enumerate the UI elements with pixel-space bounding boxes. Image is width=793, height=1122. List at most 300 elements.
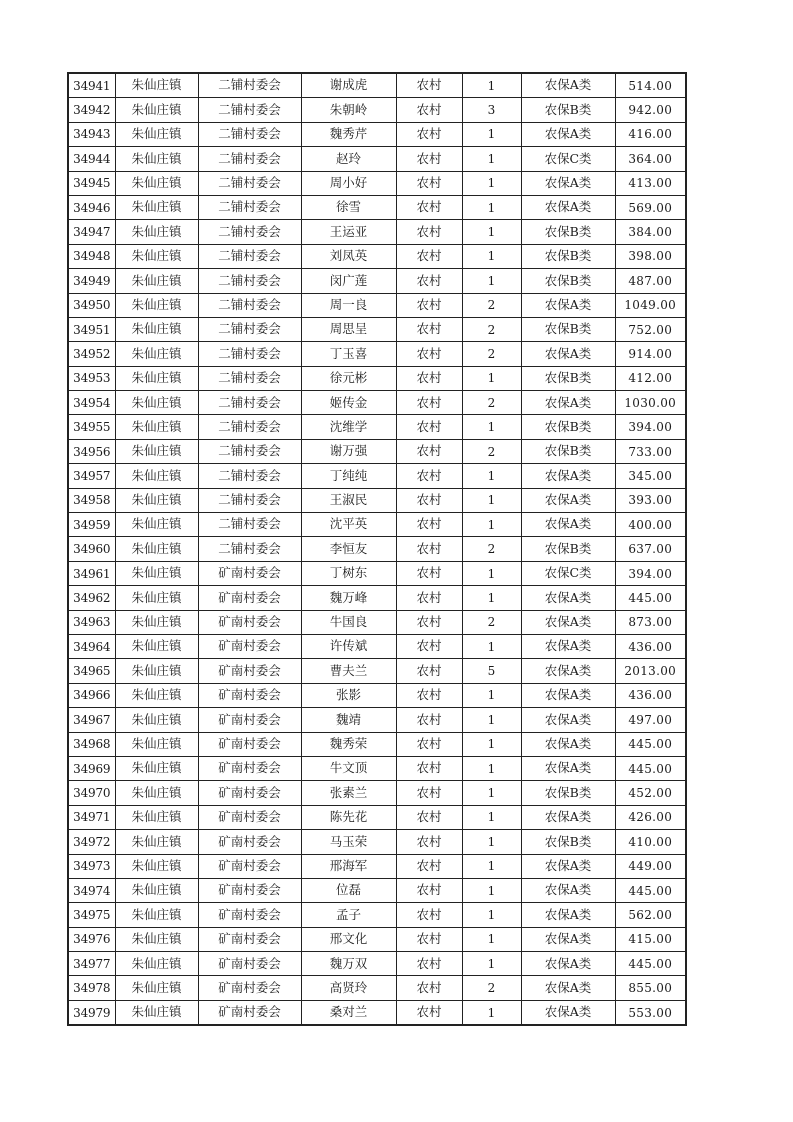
table-row xyxy=(68,732,686,756)
insurance-category-cell: 农保B类 xyxy=(521,317,615,341)
amount-cell: 445.00 xyxy=(615,952,686,976)
row-id-cell: 34951 xyxy=(68,317,115,341)
town-cell: 朱仙庄镇 xyxy=(115,147,198,171)
village-cell: 二铺村委会 xyxy=(198,195,301,219)
roster-table xyxy=(67,72,687,1026)
town-cell: 朱仙庄镇 xyxy=(115,586,198,610)
row-id-cell: 34966 xyxy=(68,683,115,707)
town-cell: 朱仙庄镇 xyxy=(115,293,198,317)
town-cell: 朱仙庄镇 xyxy=(115,73,198,98)
member-count-cell: 1 xyxy=(462,952,521,976)
name-cell: 周一良 xyxy=(301,293,396,317)
insurance-category-cell: 农保C类 xyxy=(521,147,615,171)
name-cell: 周小好 xyxy=(301,171,396,195)
name-cell: 魏秀荣 xyxy=(301,732,396,756)
member-count-cell: 1 xyxy=(462,903,521,927)
member-count-cell: 2 xyxy=(462,293,521,317)
town-cell: 朱仙庄镇 xyxy=(115,220,198,244)
row-id-cell: 34945 xyxy=(68,171,115,195)
insurance-category-cell: 农保A类 xyxy=(521,195,615,219)
row-id-cell: 34970 xyxy=(68,781,115,805)
household-type-cell: 农村 xyxy=(396,854,462,878)
name-cell: 邢文化 xyxy=(301,927,396,951)
table-row xyxy=(68,708,686,732)
insurance-category-cell: 农保A类 xyxy=(521,756,615,780)
table-row xyxy=(68,683,686,707)
village-cell: 二铺村委会 xyxy=(198,244,301,268)
village-cell: 矿南村委会 xyxy=(198,659,301,683)
town-cell: 朱仙庄镇 xyxy=(115,683,198,707)
member-count-cell: 1 xyxy=(462,854,521,878)
amount-cell: 364.00 xyxy=(615,147,686,171)
village-cell: 二铺村委会 xyxy=(198,122,301,146)
member-count-cell: 1 xyxy=(462,415,521,439)
household-type-cell: 农村 xyxy=(396,391,462,415)
member-count-cell: 1 xyxy=(462,147,521,171)
household-type-cell: 农村 xyxy=(396,220,462,244)
household-type-cell: 农村 xyxy=(396,98,462,122)
household-type-cell: 农村 xyxy=(396,293,462,317)
row-id-cell: 34973 xyxy=(68,854,115,878)
household-type-cell: 农村 xyxy=(396,659,462,683)
member-count-cell: 1 xyxy=(462,464,521,488)
table-row xyxy=(68,415,686,439)
insurance-category-cell: 农保A类 xyxy=(521,903,615,927)
town-cell: 朱仙庄镇 xyxy=(115,903,198,927)
row-id-cell: 34967 xyxy=(68,708,115,732)
village-cell: 二铺村委会 xyxy=(198,464,301,488)
name-cell: 牛国良 xyxy=(301,610,396,634)
insurance-category-cell: 农保B类 xyxy=(521,781,615,805)
insurance-category-cell: 农保A类 xyxy=(521,854,615,878)
name-cell: 谢成虎 xyxy=(301,73,396,98)
member-count-cell: 1 xyxy=(462,708,521,732)
household-type-cell: 农村 xyxy=(396,586,462,610)
village-cell: 二铺村委会 xyxy=(198,269,301,293)
member-count-cell: 1 xyxy=(462,122,521,146)
table-row xyxy=(68,903,686,927)
town-cell: 朱仙庄镇 xyxy=(115,830,198,854)
town-cell: 朱仙庄镇 xyxy=(115,610,198,634)
insurance-category-cell: 农保A类 xyxy=(521,464,615,488)
name-cell: 魏靖 xyxy=(301,708,396,732)
town-cell: 朱仙庄镇 xyxy=(115,171,198,195)
amount-cell: 394.00 xyxy=(615,561,686,585)
member-count-cell: 1 xyxy=(462,269,521,293)
town-cell: 朱仙庄镇 xyxy=(115,634,198,658)
household-type-cell: 农村 xyxy=(396,756,462,780)
town-cell: 朱仙庄镇 xyxy=(115,537,198,561)
table-row xyxy=(68,1000,686,1025)
table-row xyxy=(68,147,686,171)
insurance-category-cell: 农保A类 xyxy=(521,683,615,707)
amount-cell: 436.00 xyxy=(615,683,686,707)
town-cell: 朱仙庄镇 xyxy=(115,366,198,390)
household-type-cell: 农村 xyxy=(396,464,462,488)
amount-cell: 752.00 xyxy=(615,317,686,341)
household-type-cell: 农村 xyxy=(396,561,462,585)
insurance-category-cell: 农保A类 xyxy=(521,73,615,98)
town-cell: 朱仙庄镇 xyxy=(115,854,198,878)
name-cell: 张素兰 xyxy=(301,781,396,805)
town-cell: 朱仙庄镇 xyxy=(115,1000,198,1025)
town-cell: 朱仙庄镇 xyxy=(115,317,198,341)
amount-cell: 394.00 xyxy=(615,415,686,439)
row-id-cell: 34948 xyxy=(68,244,115,268)
row-id-cell: 34964 xyxy=(68,634,115,658)
member-count-cell: 1 xyxy=(462,805,521,829)
table-row xyxy=(68,805,686,829)
town-cell: 朱仙庄镇 xyxy=(115,342,198,366)
town-cell: 朱仙庄镇 xyxy=(115,878,198,902)
village-cell: 矿南村委会 xyxy=(198,952,301,976)
member-count-cell: 2 xyxy=(462,537,521,561)
insurance-category-cell: 农保A类 xyxy=(521,391,615,415)
amount-cell: 569.00 xyxy=(615,195,686,219)
village-cell: 二铺村委会 xyxy=(198,220,301,244)
member-count-cell: 1 xyxy=(462,488,521,512)
row-id-cell: 34965 xyxy=(68,659,115,683)
member-count-cell: 5 xyxy=(462,659,521,683)
household-type-cell: 农村 xyxy=(396,634,462,658)
insurance-category-cell: 农保A类 xyxy=(521,634,615,658)
amount-cell: 445.00 xyxy=(615,878,686,902)
household-type-cell: 农村 xyxy=(396,610,462,634)
village-cell: 矿南村委会 xyxy=(198,854,301,878)
household-type-cell: 农村 xyxy=(396,513,462,537)
row-id-cell: 34977 xyxy=(68,952,115,976)
insurance-category-cell: 农保A类 xyxy=(521,610,615,634)
member-count-cell: 1 xyxy=(462,73,521,98)
name-cell: 徐元彬 xyxy=(301,366,396,390)
village-cell: 二铺村委会 xyxy=(198,98,301,122)
insurance-category-cell: 农保A类 xyxy=(521,878,615,902)
village-cell: 矿南村委会 xyxy=(198,805,301,829)
insurance-category-cell: 农保A类 xyxy=(521,122,615,146)
table-row xyxy=(68,293,686,317)
member-count-cell: 1 xyxy=(462,220,521,244)
insurance-category-cell: 农保A类 xyxy=(521,708,615,732)
household-type-cell: 农村 xyxy=(396,805,462,829)
amount-cell: 942.00 xyxy=(615,98,686,122)
row-id-cell: 34941 xyxy=(68,73,115,98)
member-count-cell: 2 xyxy=(462,610,521,634)
member-count-cell: 1 xyxy=(462,732,521,756)
town-cell: 朱仙庄镇 xyxy=(115,195,198,219)
amount-cell: 416.00 xyxy=(615,122,686,146)
village-cell: 二铺村委会 xyxy=(198,415,301,439)
name-cell: 沈维学 xyxy=(301,415,396,439)
row-id-cell: 34975 xyxy=(68,903,115,927)
row-id-cell: 34952 xyxy=(68,342,115,366)
table-row xyxy=(68,342,686,366)
table-row xyxy=(68,854,686,878)
town-cell: 朱仙庄镇 xyxy=(115,732,198,756)
member-count-cell: 2 xyxy=(462,317,521,341)
name-cell: 朱朝岭 xyxy=(301,98,396,122)
household-type-cell: 农村 xyxy=(396,537,462,561)
amount-cell: 553.00 xyxy=(615,1000,686,1025)
town-cell: 朱仙庄镇 xyxy=(115,708,198,732)
name-cell: 丁玉喜 xyxy=(301,342,396,366)
name-cell: 王淑民 xyxy=(301,488,396,512)
insurance-category-cell: 农保A类 xyxy=(521,513,615,537)
member-count-cell: 2 xyxy=(462,391,521,415)
town-cell: 朱仙庄镇 xyxy=(115,976,198,1000)
amount-cell: 2013.00 xyxy=(615,659,686,683)
row-id-cell: 34974 xyxy=(68,878,115,902)
town-cell: 朱仙庄镇 xyxy=(115,781,198,805)
village-cell: 矿南村委会 xyxy=(198,683,301,707)
row-id-cell: 34957 xyxy=(68,464,115,488)
row-id-cell: 34943 xyxy=(68,122,115,146)
household-type-cell: 农村 xyxy=(396,952,462,976)
village-cell: 矿南村委会 xyxy=(198,756,301,780)
amount-cell: 855.00 xyxy=(615,976,686,1000)
member-count-cell: 1 xyxy=(462,756,521,780)
member-count-cell: 1 xyxy=(462,366,521,390)
name-cell: 徐雪 xyxy=(301,195,396,219)
town-cell: 朱仙庄镇 xyxy=(115,269,198,293)
table-row xyxy=(68,464,686,488)
amount-cell: 412.00 xyxy=(615,366,686,390)
amount-cell: 1030.00 xyxy=(615,391,686,415)
row-id-cell: 34961 xyxy=(68,561,115,585)
insurance-category-cell: 农保B类 xyxy=(521,98,615,122)
household-type-cell: 农村 xyxy=(396,878,462,902)
row-id-cell: 34956 xyxy=(68,439,115,463)
village-cell: 二铺村委会 xyxy=(198,439,301,463)
household-type-cell: 农村 xyxy=(396,683,462,707)
name-cell: 丁树东 xyxy=(301,561,396,585)
household-type-cell: 农村 xyxy=(396,415,462,439)
member-count-cell: 1 xyxy=(462,561,521,585)
town-cell: 朱仙庄镇 xyxy=(115,439,198,463)
village-cell: 二铺村委会 xyxy=(198,342,301,366)
town-cell: 朱仙庄镇 xyxy=(115,805,198,829)
town-cell: 朱仙庄镇 xyxy=(115,98,198,122)
member-count-cell: 1 xyxy=(462,878,521,902)
amount-cell: 445.00 xyxy=(615,586,686,610)
amount-cell: 384.00 xyxy=(615,220,686,244)
town-cell: 朱仙庄镇 xyxy=(115,513,198,537)
amount-cell: 345.00 xyxy=(615,464,686,488)
row-id-cell: 34979 xyxy=(68,1000,115,1025)
amount-cell: 415.00 xyxy=(615,927,686,951)
table-row xyxy=(68,927,686,951)
insurance-category-cell: 农保A类 xyxy=(521,586,615,610)
insurance-category-cell: 农保B类 xyxy=(521,415,615,439)
row-id-cell: 34958 xyxy=(68,488,115,512)
row-id-cell: 34942 xyxy=(68,98,115,122)
row-id-cell: 34953 xyxy=(68,366,115,390)
insurance-category-cell: 农保A类 xyxy=(521,976,615,1000)
village-cell: 二铺村委会 xyxy=(198,488,301,512)
village-cell: 矿南村委会 xyxy=(198,878,301,902)
row-id-cell: 34960 xyxy=(68,537,115,561)
table-row xyxy=(68,220,686,244)
amount-cell: 449.00 xyxy=(615,854,686,878)
member-count-cell: 1 xyxy=(462,927,521,951)
insurance-category-cell: 农保A类 xyxy=(521,927,615,951)
name-cell: 魏秀芹 xyxy=(301,122,396,146)
table-row xyxy=(68,513,686,537)
name-cell: 桑对兰 xyxy=(301,1000,396,1025)
household-type-cell: 农村 xyxy=(396,830,462,854)
table-row xyxy=(68,317,686,341)
town-cell: 朱仙庄镇 xyxy=(115,952,198,976)
name-cell: 张影 xyxy=(301,683,396,707)
village-cell: 矿南村委会 xyxy=(198,586,301,610)
table-row xyxy=(68,610,686,634)
insurance-category-cell: 农保A类 xyxy=(521,659,615,683)
household-type-cell: 农村 xyxy=(396,1000,462,1025)
member-count-cell: 1 xyxy=(462,781,521,805)
village-cell: 矿南村委会 xyxy=(198,561,301,585)
amount-cell: 436.00 xyxy=(615,634,686,658)
amount-cell: 733.00 xyxy=(615,439,686,463)
amount-cell: 452.00 xyxy=(615,781,686,805)
name-cell: 姬传金 xyxy=(301,391,396,415)
household-type-cell: 农村 xyxy=(396,317,462,341)
table-row xyxy=(68,391,686,415)
row-id-cell: 34955 xyxy=(68,415,115,439)
village-cell: 二铺村委会 xyxy=(198,73,301,98)
name-cell: 谢万强 xyxy=(301,439,396,463)
insurance-category-cell: 农保B类 xyxy=(521,439,615,463)
row-id-cell: 34954 xyxy=(68,391,115,415)
table-row xyxy=(68,98,686,122)
member-count-cell: 1 xyxy=(462,586,521,610)
row-id-cell: 34959 xyxy=(68,513,115,537)
row-id-cell: 34946 xyxy=(68,195,115,219)
town-cell: 朱仙庄镇 xyxy=(115,488,198,512)
table-row xyxy=(68,195,686,219)
table-row xyxy=(68,439,686,463)
name-cell: 王运亚 xyxy=(301,220,396,244)
member-count-cell: 1 xyxy=(462,513,521,537)
row-id-cell: 34971 xyxy=(68,805,115,829)
amount-cell: 413.00 xyxy=(615,171,686,195)
amount-cell: 426.00 xyxy=(615,805,686,829)
town-cell: 朱仙庄镇 xyxy=(115,659,198,683)
row-id-cell: 34972 xyxy=(68,830,115,854)
household-type-cell: 农村 xyxy=(396,976,462,1000)
name-cell: 刘凤英 xyxy=(301,244,396,268)
village-cell: 二铺村委会 xyxy=(198,513,301,537)
row-id-cell: 34962 xyxy=(68,586,115,610)
name-cell: 邢海军 xyxy=(301,854,396,878)
town-cell: 朱仙庄镇 xyxy=(115,561,198,585)
amount-cell: 393.00 xyxy=(615,488,686,512)
household-type-cell: 农村 xyxy=(396,342,462,366)
insurance-category-cell: 农保C类 xyxy=(521,561,615,585)
village-cell: 矿南村委会 xyxy=(198,1000,301,1025)
member-count-cell: 1 xyxy=(462,171,521,195)
amount-cell: 637.00 xyxy=(615,537,686,561)
insurance-category-cell: 农保A类 xyxy=(521,488,615,512)
table-row xyxy=(68,122,686,146)
household-type-cell: 农村 xyxy=(396,244,462,268)
member-count-cell: 1 xyxy=(462,830,521,854)
table-row xyxy=(68,586,686,610)
village-cell: 二铺村委会 xyxy=(198,147,301,171)
member-count-cell: 1 xyxy=(462,1000,521,1025)
table-row xyxy=(68,830,686,854)
table-row xyxy=(68,244,686,268)
town-cell: 朱仙庄镇 xyxy=(115,122,198,146)
row-id-cell: 34976 xyxy=(68,927,115,951)
member-count-cell: 2 xyxy=(462,976,521,1000)
household-type-cell: 农村 xyxy=(396,269,462,293)
table-row xyxy=(68,366,686,390)
name-cell: 周思呈 xyxy=(301,317,396,341)
amount-cell: 1049.00 xyxy=(615,293,686,317)
insurance-category-cell: 农保A类 xyxy=(521,952,615,976)
amount-cell: 514.00 xyxy=(615,73,686,98)
village-cell: 矿南村委会 xyxy=(198,781,301,805)
village-cell: 矿南村委会 xyxy=(198,903,301,927)
household-type-cell: 农村 xyxy=(396,122,462,146)
household-type-cell: 农村 xyxy=(396,73,462,98)
village-cell: 矿南村委会 xyxy=(198,976,301,1000)
insurance-category-cell: 农保A类 xyxy=(521,1000,615,1025)
row-id-cell: 34963 xyxy=(68,610,115,634)
town-cell: 朱仙庄镇 xyxy=(115,244,198,268)
insurance-category-cell: 农保A类 xyxy=(521,171,615,195)
insurance-category-cell: 农保A类 xyxy=(521,342,615,366)
table-row xyxy=(68,73,686,98)
household-type-cell: 农村 xyxy=(396,171,462,195)
table-row xyxy=(68,269,686,293)
row-id-cell: 34978 xyxy=(68,976,115,1000)
name-cell: 魏万双 xyxy=(301,952,396,976)
name-cell: 孟子 xyxy=(301,903,396,927)
roster-body xyxy=(68,73,686,1025)
household-type-cell: 农村 xyxy=(396,147,462,171)
village-cell: 矿南村委会 xyxy=(198,634,301,658)
household-type-cell: 农村 xyxy=(396,366,462,390)
village-cell: 二铺村委会 xyxy=(198,317,301,341)
amount-cell: 445.00 xyxy=(615,732,686,756)
member-count-cell: 1 xyxy=(462,683,521,707)
village-cell: 矿南村委会 xyxy=(198,830,301,854)
row-id-cell: 34969 xyxy=(68,756,115,780)
village-cell: 矿南村委会 xyxy=(198,610,301,634)
table-row xyxy=(68,878,686,902)
table-row xyxy=(68,561,686,585)
town-cell: 朱仙庄镇 xyxy=(115,927,198,951)
table-row xyxy=(68,634,686,658)
amount-cell: 914.00 xyxy=(615,342,686,366)
name-cell: 魏万峰 xyxy=(301,586,396,610)
table-row xyxy=(68,488,686,512)
village-cell: 二铺村委会 xyxy=(198,366,301,390)
household-type-cell: 农村 xyxy=(396,708,462,732)
row-id-cell: 34950 xyxy=(68,293,115,317)
insurance-category-cell: 农保B类 xyxy=(521,830,615,854)
village-cell: 矿南村委会 xyxy=(198,732,301,756)
village-cell: 矿南村委会 xyxy=(198,927,301,951)
household-type-cell: 农村 xyxy=(396,927,462,951)
amount-cell: 410.00 xyxy=(615,830,686,854)
table-row xyxy=(68,659,686,683)
amount-cell: 487.00 xyxy=(615,269,686,293)
insurance-category-cell: 农保B类 xyxy=(521,537,615,561)
household-type-cell: 农村 xyxy=(396,195,462,219)
member-count-cell: 2 xyxy=(462,439,521,463)
town-cell: 朱仙庄镇 xyxy=(115,756,198,780)
